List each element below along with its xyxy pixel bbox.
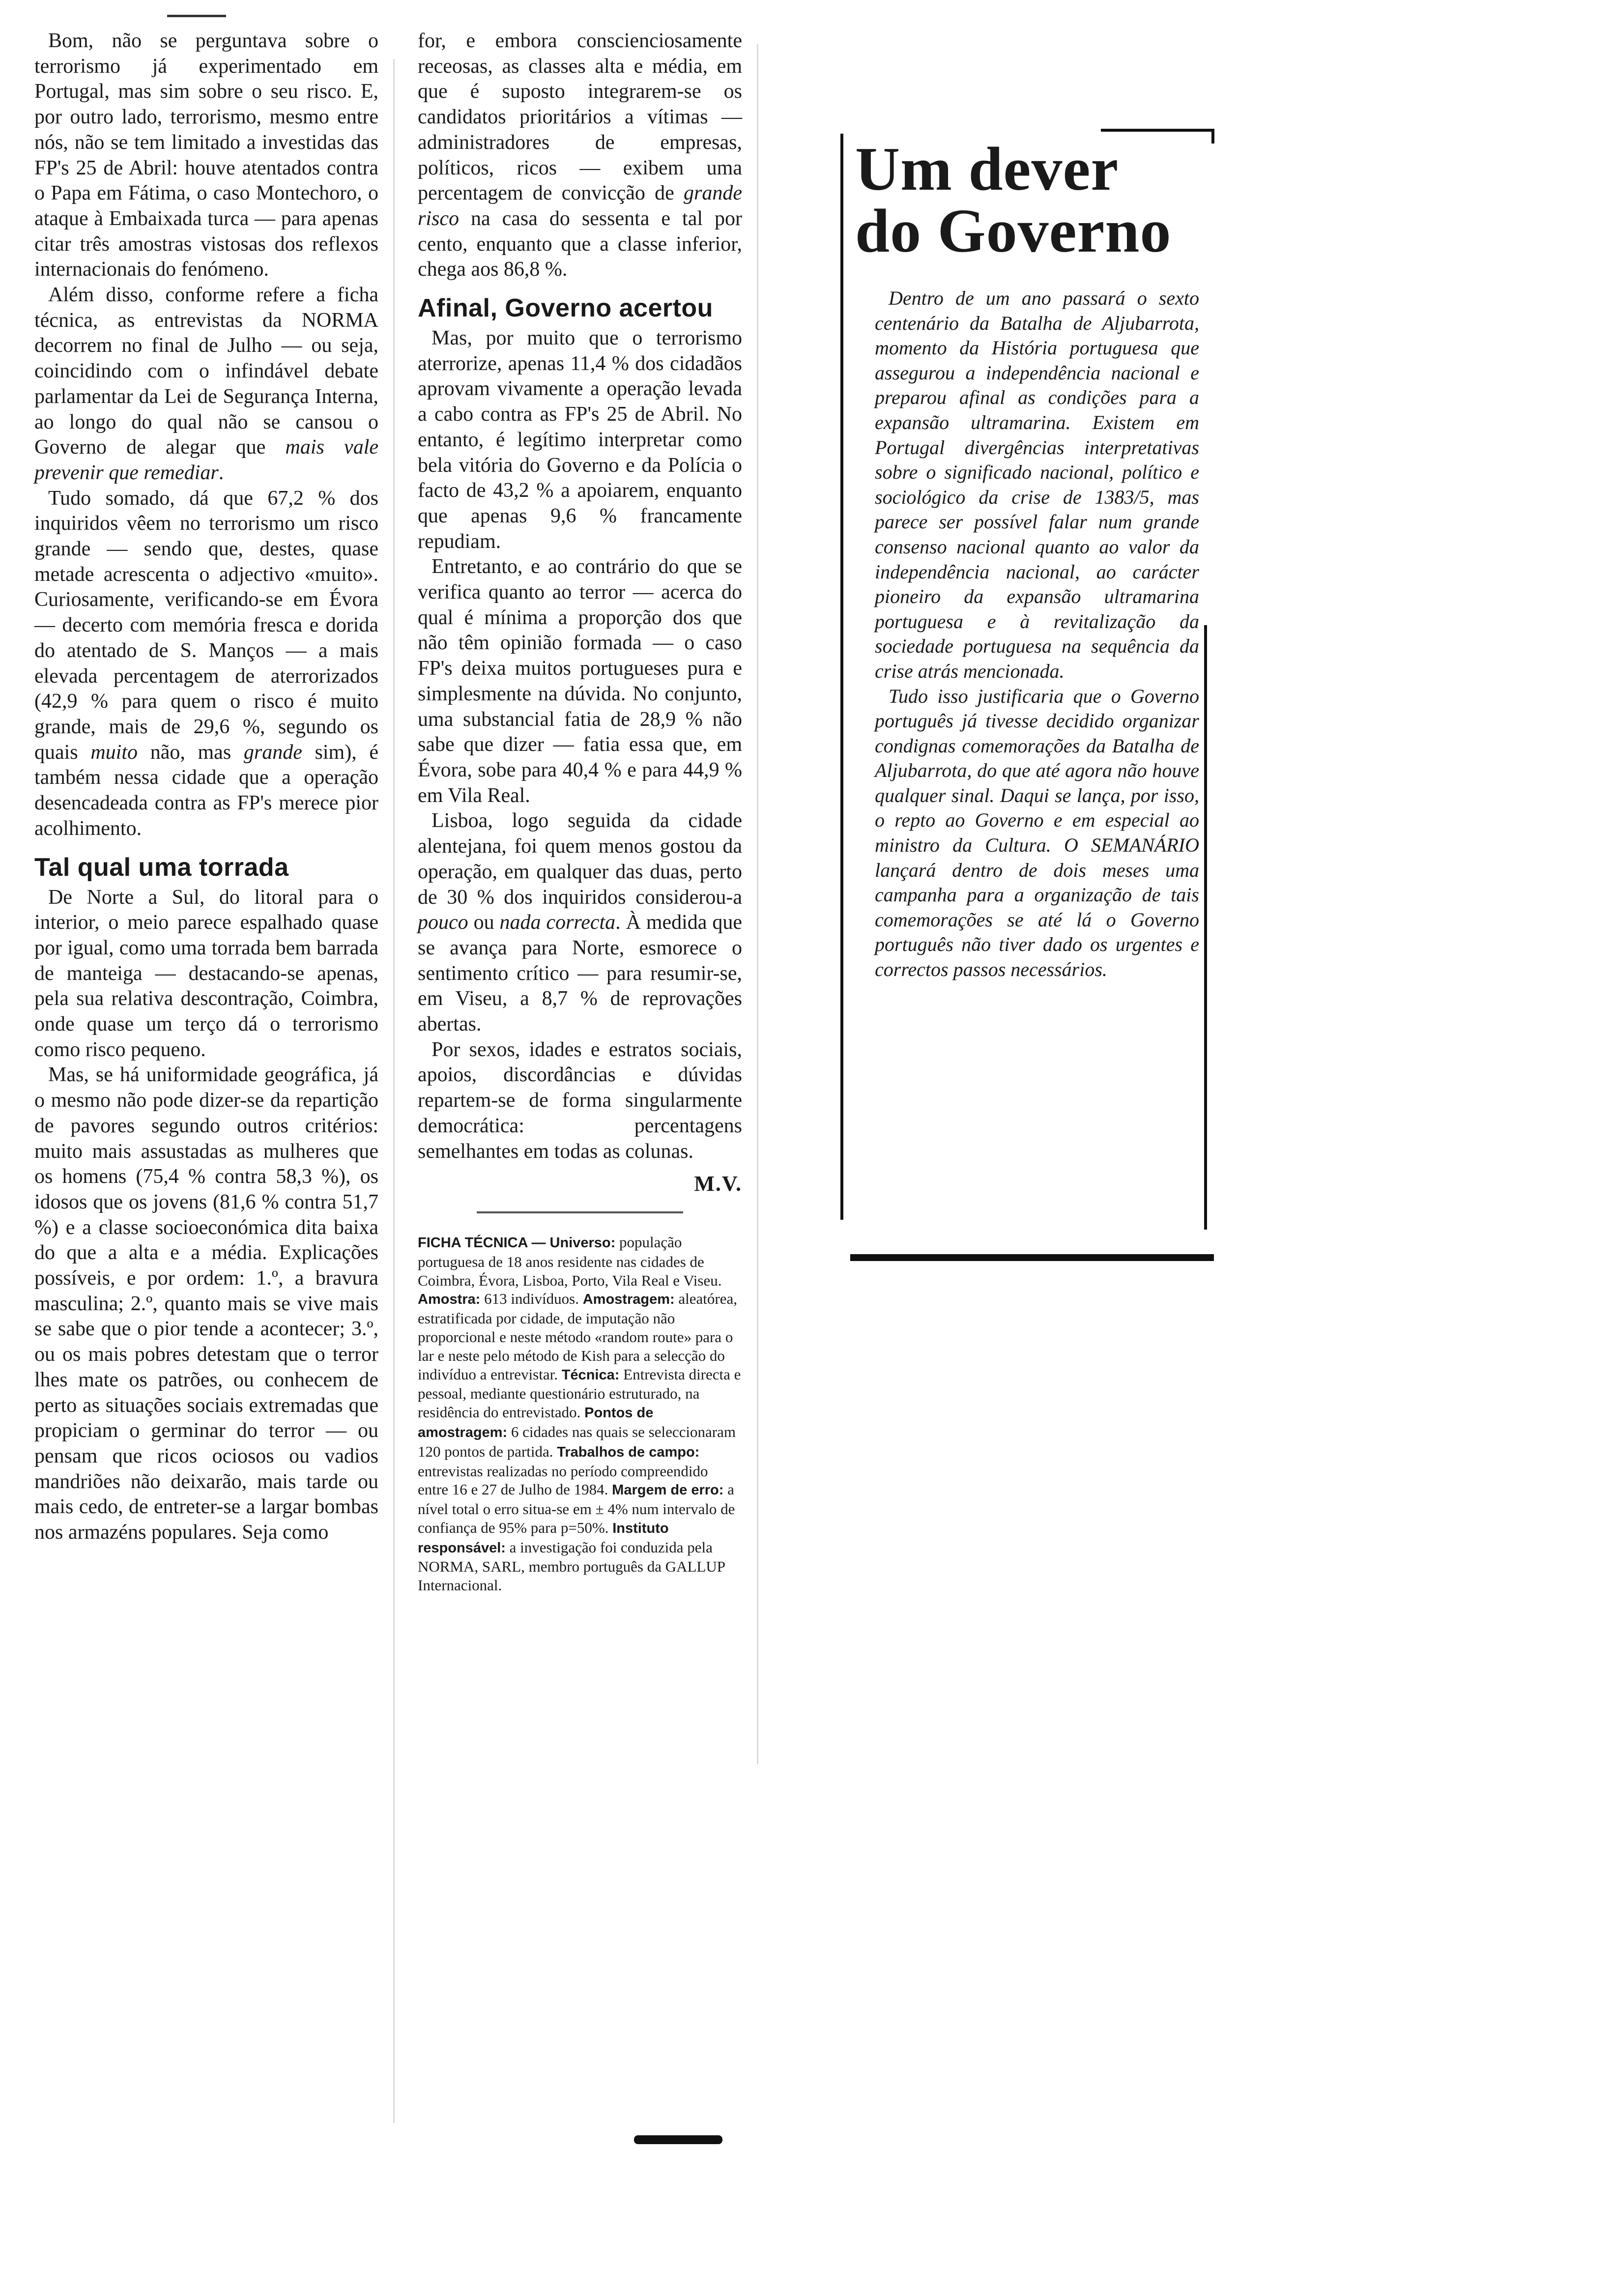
paragraph: [34, 486, 378, 842]
paragraph: [34, 283, 378, 486]
signature-rule: [477, 1211, 683, 1213]
ficha-text: população portuguesa de 18 anos residente nas cidades de Coimbra, Évora, Lisboa, Porto, Vila Real e Viseu.: [418, 1233, 722, 1289]
ficha-label: Técnica:: [561, 1367, 620, 1383]
italic-word: grande: [243, 741, 302, 764]
section-subheading: Afinal, Governo acertou: [418, 294, 713, 323]
paragraph-text: Entretanto, e ao contrário do que se verifica quanto ao terror — acerca do qual é mínima a proporção dos que não têm opinião formada — o caso FP's deixa muitos portugueses pura e simplesmente na dúvida. No conjunto, uma substancial fatia de 28,9 % não sabe que dizer — fatia essa que, em Évora, sobe para 40,4 % e para 44,9 % em Vila Real.: [418, 555, 742, 807]
paragraph-text: ou: [468, 911, 500, 934]
ficha-label: Trabalhos de campo:: [557, 1444, 700, 1460]
ficha-tecnica: [418, 1233, 742, 1595]
paragraph-text: .: [218, 461, 224, 484]
article-column-2: [418, 29, 742, 1595]
top-rule: [167, 15, 226, 17]
paragraph-text: Lisboa, logo seguida da cidade alentejana, foi quem menos gostou da operação, em qualquer das duas, perto de 30 % dos inquiridos considerou-a: [418, 809, 742, 909]
ficha-text: 6 cidades nas quais se seleccionaram 120 pontos de partida.: [418, 1423, 736, 1460]
italic-phrase: mais vale prevenir que remediar: [34, 436, 379, 484]
paragraph-text: na casa do sessenta e tal por cento, enquanto que a classe inferior, chega aos 86,8 %.: [418, 207, 742, 281]
editorial-box: [840, 129, 1216, 1249]
box-border-top: [1101, 129, 1214, 132]
section-subheading: Tal qual uma torrada: [34, 853, 289, 882]
column-divider: [393, 59, 395, 2123]
ficha-label: Amostra:: [418, 1292, 481, 1308]
paragraph: [418, 326, 742, 554]
paragraph-text: De Norte a Sul, do litoral para o interior, o meio parece espalhado quase por igual, como uma torrada bem barrada de manteiga — destacando-se apenas, pela sua relativa descontração, Coimbra, onde quase um terço dá o terrorismo como risco pequeno.: [34, 886, 378, 1061]
paragraph-text: . À medida que se avança para Norte, esmorece o sentimento crítico — para resumir-se, em Viseu, a 8,7 % de reprovações abertas.: [418, 911, 743, 1036]
paragraph: [418, 29, 742, 283]
paragraph-text: Além disso, conforme refere a ficha técnica, as entrevistas da NORMA decorrem no final de Julho — ou seja, coincidindo com o infindável debate parlamentar da Lei de Segurança Interna, ao longo do qual não se cansou o Governo de alegar que: [34, 284, 378, 459]
paragraph-text: sim), é também nessa cidade que a operação desencadeada contra as FP's merece pior acolhimento.: [34, 741, 379, 840]
paragraph: [34, 1062, 378, 1545]
paragraph-text: for, e embora conscienciosamente receosas, as classes alta e média, em que é suposto integrarem-se os candidatos prioritários a vítimas — administradores de empresas, políticos, ricos — exibem uma percentagem de convicção de: [418, 29, 742, 205]
italic-phrase: grande risco: [418, 182, 742, 230]
box-border-bottom: [850, 1254, 1214, 1261]
italic-word: muito: [90, 741, 138, 764]
paragraph-text: Mas, por muito que o terrorismo aterrorize, apenas 11,4 % dos cidadãos aprovam vivamente a operação levada a cabo contra as FP's 25 de Abril. No entanto, é legítimo interpretar como bela vitória do Governo e da Polícia o facto de 43,2 % a apoiarem, enquanto que apenas 9,6 % francamente repudiam.: [418, 327, 742, 553]
paragraph-text: Por sexos, idades e estratos sociais, apoios, discordâncias e dúvidas repartem-se de forma singularmente democrática: percentagens semelhantes em todas as colunas.: [418, 1038, 742, 1163]
paragraph: Dentro de um ano passará o sexto centenário da Batalha de Aljubarrota, momento da História portuguesa que assegurou a independência nacional e preparou afinal as condições para a expansão ultramarina. Existem em Portugal divergências interpretativas sobre o significado nacional, político e sociológico da crise de 1383/5, mas parece ser possível falar num grande consenso nacional quanto ao valor da independência nacional, ao carácter pioneiro da expansão ultramarina portuguesa e à revitalização da sociedade portuguesa na sequência da crise atrás mencionada.: [875, 287, 1199, 682]
headline-line: Um dever: [855, 135, 1119, 203]
ficha-text: entrevistas realizadas no período compreendido entre 16 e 27 de Julho de 1984.: [418, 1462, 708, 1498]
author-signature: M.V.: [694, 1172, 742, 1196]
paragraph: [418, 554, 742, 808]
box-body: [875, 286, 1199, 982]
column-divider: [757, 44, 758, 1764]
ficha-text: Entrevista directa e pessoal, mediante questionário estruturado, na residência do entrevistado.: [418, 1365, 741, 1421]
paragraph: [34, 29, 378, 283]
ficha-text: a nível total o erro situa-se em ± 4% num intervalo de confiança de 95% para p=50%.: [418, 1481, 735, 1536]
italic-word: pouco: [418, 911, 468, 934]
ficha-label: Margem de erro:: [612, 1482, 724, 1498]
article-column-1: [34, 29, 378, 1546]
ficha-text: a investigação foi conduzida pela NORMA, SARL, membro português da GALLUP Internacional.: [418, 1538, 725, 1594]
ficha-label: Pontos de amostragem:: [418, 1405, 654, 1440]
paragraph: Tudo isso justificaria que o Governo português já tivesse decidido organizar condignas comemorações da Batalha de Aljubarrota, do que até agora não houve qualquer sinal. Daqui se lança, por isso, o repto ao Governo e em especial ao ministro da Cultura. O SEMANÁRIO lançará dentro de dois meses uma campanha para a organização de tais comemorações se até lá o Governo português não tiver dado os urgentes e correctos passos necessários.: [875, 685, 1199, 981]
end-of-article-mark: [634, 2135, 722, 2144]
box-headline: [855, 135, 1214, 265]
italic-phrase: nada correcta: [499, 911, 616, 934]
paragraph-text: Tudo somado, dá que 67,2 % dos inquiridos vêem no terrorismo um risco grande — sendo que, destes, quase metade acrescenta o adjectivo «muito». Curiosamente, verificando-se em Évora — decerto com memória fresca e dorida do atentado de S. Manços — a mais elevada percentagem de aterrorizados (42,9 % para quem o risco é muito grande, mais de 29,6 %, segundo os quais: [34, 487, 378, 764]
ficha-label: FICHA TÉCNICA — Universo:: [418, 1234, 616, 1251]
ficha-text: aleatórea, estratificada por cidade, de imputação não proporcional e neste método «random route» para o lar e neste pelo método de Kish para a selecção do indivíduo a entrevistar.: [418, 1290, 738, 1383]
paragraph-text: Bom, não se perguntava sobre o terrorismo já experimentado em Portugal, mas sim sobre o seu risco. E, por outro lado, terrorismo, mesmo entre nós, não se tem limitado a investidas das FP's 25 de Abril: houve atentados contra o Papa em Fátima, o caso Montechoro, o ataque à Embaixada turca — para apenas citar três amostras vistosas dos reflexos internacionais do fenómeno.: [34, 29, 378, 281]
paragraph-text: Mas, se há uniformidade geográfica, já o mesmo não pode dizer-se da repartição de pavores segundo outros critérios: muito mais assustadas as mulheres que os homens (75,4 % contra 58,3 %), os idosos que os jovens (81,6 % contra 51,7 %) e a classe socioeconómica dita baixa do que a alta e a média. Explicações possíveis, e por ordem: 1.º, a bravura masculina; 2.º, quanto mais se vive mais se sabe que o pior tende a acontecer; 3.º, ou os mais pobres detestam que o terror lhes mate os patrões, ou conhecem de perto as situações sociais extremadas que propiciam o germinar do terror — ou pensam que ricos ociosos ou vadios mandriões não deixarão, mais tarde ou mais cedo, de entreter-se a largar bombas nos armazéns populares. Seja como: [34, 1063, 378, 1544]
paragraph: [34, 885, 378, 1063]
box-border-right: [1204, 625, 1207, 1230]
paragraph: [418, 1037, 742, 1165]
ficha-label: Instituto responsável:: [418, 1520, 669, 1556]
paragraph: [418, 808, 742, 1037]
ficha-text: 613 indivíduos.: [480, 1290, 583, 1308]
paragraph-text: não, mas: [138, 741, 244, 764]
headline-line: do Governo: [855, 197, 1172, 265]
box-border-left: [840, 134, 843, 1220]
ficha-label: Amostragem:: [582, 1292, 675, 1308]
